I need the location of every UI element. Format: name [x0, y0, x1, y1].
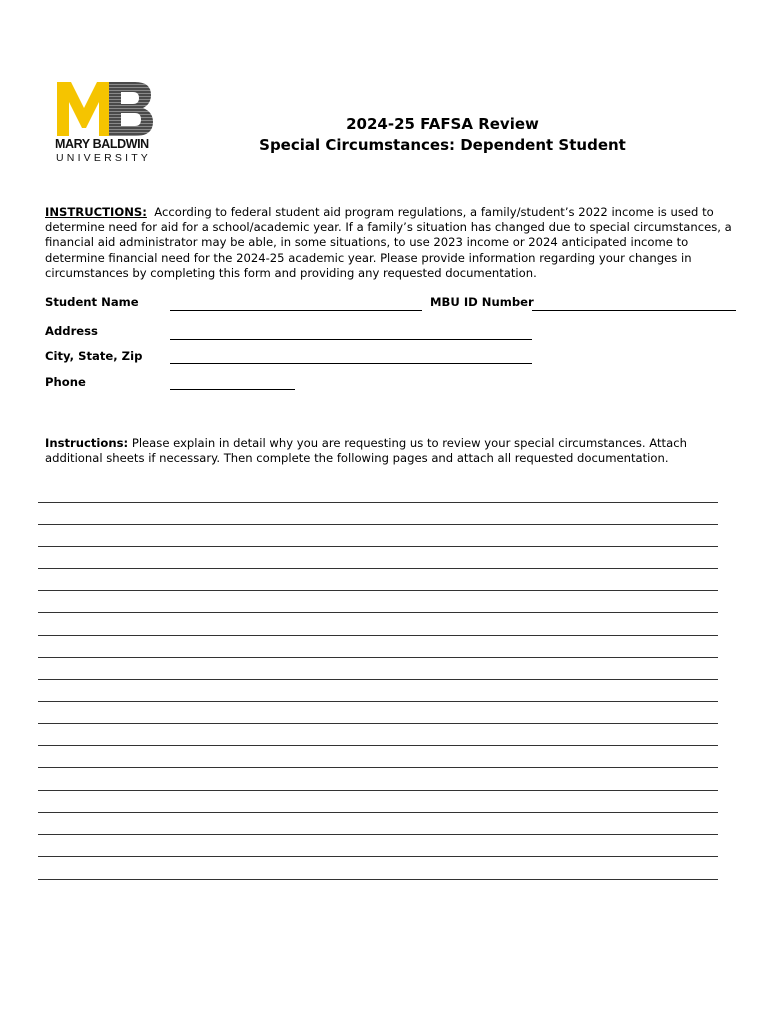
logo-letter-b: [109, 82, 153, 136]
instructions-paragraph: [45, 205, 735, 281]
explanation-line[interactable]: [38, 723, 718, 724]
explanation-line[interactable]: [38, 812, 718, 813]
city-state-zip-field[interactable]: [170, 363, 532, 364]
explanation-line[interactable]: [38, 701, 718, 702]
address-label: Address: [45, 324, 98, 338]
title-line-2: Special Circumstances: Dependent Student: [259, 136, 626, 154]
explanation-line[interactable]: [38, 745, 718, 746]
explanation-line[interactable]: [38, 635, 718, 636]
logo-letter-m: [57, 82, 111, 136]
instructions-label: INSTRUCTIONS:: [45, 205, 147, 219]
mbu-id-field[interactable]: [532, 310, 736, 311]
logo-name: MARY BALDWIN: [55, 137, 149, 151]
phone-field[interactable]: [170, 389, 295, 390]
logo-subtitle: UNIVERSITY: [56, 152, 152, 164]
explanation-line[interactable]: [38, 834, 718, 835]
instructions-text: According to federal student aid program regulations, a family/student’s 2022 income is used to determine need for aid for a school/academic year. If a family’s situation has changed due to special circumstances, a financial aid administrator may be able, in some situations, to use 2023 income or 2024 anticipated income to determine financial need for the 2024-25 academic year. Please provide information regarding your changes in circumstances by completing this form and providing any requested documentation.: [45, 205, 732, 280]
explanation-line[interactable]: [38, 790, 718, 791]
explanation-line[interactable]: [38, 568, 718, 569]
explanation-line[interactable]: [38, 524, 718, 525]
page-title: [200, 114, 685, 156]
explanation-line[interactable]: [38, 767, 718, 768]
city-state-zip-label: City, State, Zip: [45, 349, 143, 363]
student-name-label: Student Name: [45, 295, 139, 309]
explanation-line[interactable]: [38, 502, 718, 503]
explanation-line[interactable]: [38, 657, 718, 658]
mb-logo-mark: [57, 82, 153, 136]
student-name-field[interactable]: [170, 310, 422, 311]
explanation-line[interactable]: [38, 612, 718, 613]
mbu-id-label: MBU ID Number: [430, 295, 534, 309]
explanation-line[interactable]: [38, 879, 718, 880]
university-logo: [55, 82, 155, 166]
explanation-label: Instructions:: [45, 436, 129, 450]
address-field[interactable]: [170, 339, 532, 340]
explanation-line[interactable]: [38, 856, 718, 857]
title-line-1: 2024-25 FAFSA Review: [346, 115, 539, 133]
explanation-line[interactable]: [38, 679, 718, 680]
explanation-text: Please explain in detail why you are requesting us to review your special circumstances. Attach additional sheets if necessary. Then complete the following pages and attach all requested documentation.: [45, 436, 687, 466]
explanation-line[interactable]: [38, 546, 718, 547]
phone-label: Phone: [45, 375, 86, 389]
explanation-line[interactable]: [38, 590, 718, 591]
explanation-instructions: [45, 436, 735, 467]
